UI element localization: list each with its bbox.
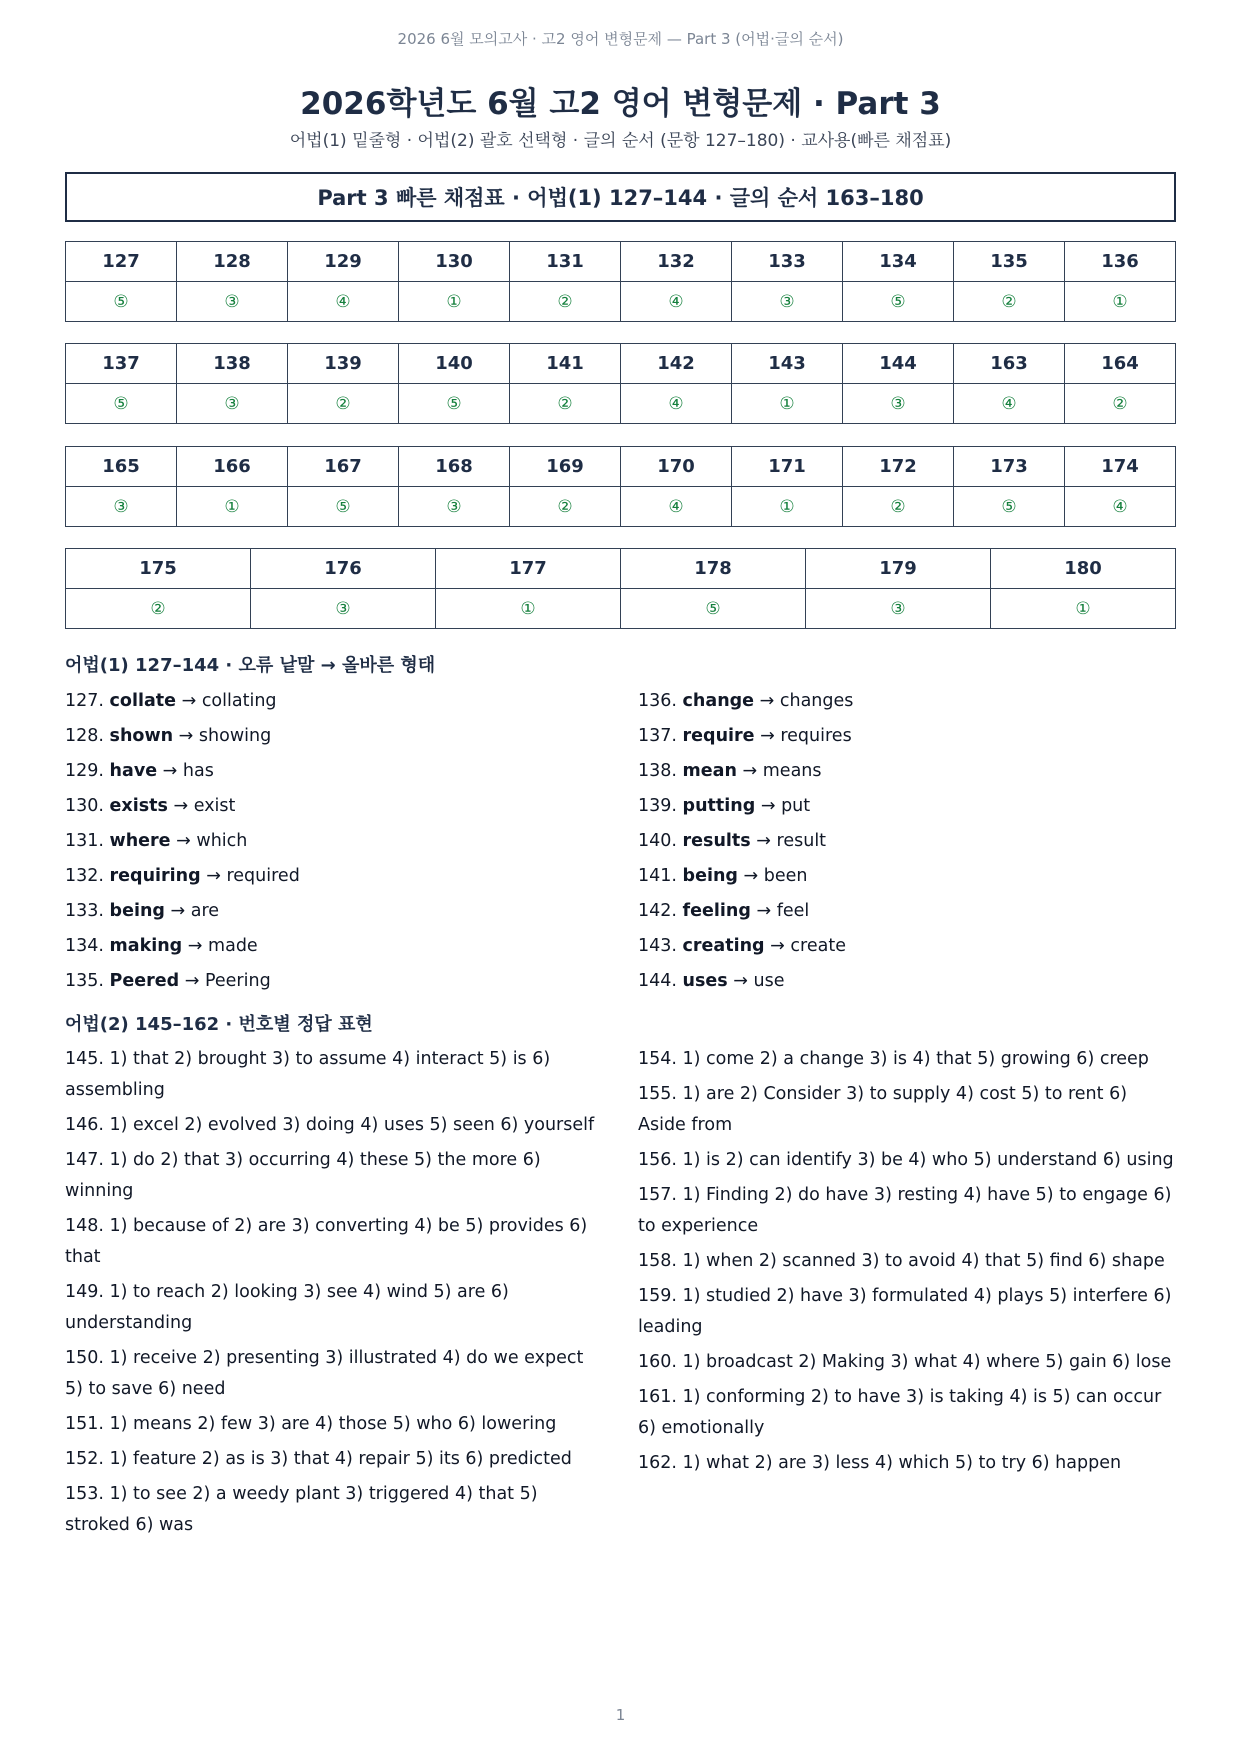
question-number-cell: 167 bbox=[288, 447, 399, 487]
answer-cell: ① bbox=[399, 282, 510, 322]
correction-item bbox=[65, 931, 605, 962]
page-number: 1 bbox=[615, 1706, 626, 1724]
answer-cell: ③ bbox=[177, 384, 288, 424]
question-number-cell: 171 bbox=[732, 447, 843, 487]
question-number-row bbox=[66, 447, 1176, 487]
answer-cell: ③ bbox=[399, 487, 510, 527]
wrong-word: require bbox=[682, 726, 755, 746]
answer-cell: ① bbox=[732, 487, 843, 527]
answer-key-banner bbox=[65, 172, 1176, 222]
correction-item bbox=[65, 826, 605, 857]
arrow: → bbox=[743, 866, 759, 886]
answer-cell: ② bbox=[843, 487, 954, 527]
question-number-cell: 165 bbox=[66, 447, 177, 487]
question-number-cell: 139 bbox=[288, 344, 399, 384]
answer-cell: ① bbox=[436, 589, 621, 629]
answer-cell: ④ bbox=[1065, 487, 1176, 527]
correct-word: result bbox=[776, 831, 827, 851]
answer-expression-item: 146. 1) excel 2) evolved 3) doing 4) uses 5) seen 6) yourself bbox=[65, 1115, 595, 1135]
answer-cell: ① bbox=[1065, 282, 1176, 322]
grammar2-right-column bbox=[638, 1044, 1178, 1483]
answer-expression-item: 150. 1) receive 2) presenting 3) illustrated 4) do we expect 5) to save 6) need bbox=[65, 1348, 584, 1399]
wrong-word: feeling bbox=[682, 901, 751, 921]
question-number-row bbox=[66, 242, 1176, 282]
wrong-word: where bbox=[109, 831, 171, 851]
question-number-cell: 173 bbox=[954, 447, 1065, 487]
question-number-cell: 142 bbox=[621, 344, 732, 384]
answer-cell: ② bbox=[510, 487, 621, 527]
answer-cell: ① bbox=[991, 589, 1176, 629]
correct-word: required bbox=[226, 866, 300, 886]
question-number-cell: 166 bbox=[177, 447, 288, 487]
answer-expression-item: 159. 1) studied 2) have 3) formulated 4) plays 5) interfere 6) leading bbox=[638, 1286, 1172, 1337]
correction-item bbox=[65, 896, 605, 927]
correction-item bbox=[638, 826, 1178, 857]
arrow: → bbox=[176, 831, 191, 851]
correction-item bbox=[65, 686, 605, 717]
question-number-cell: 176 bbox=[251, 549, 436, 589]
answer-key-table-2 bbox=[65, 343, 1176, 424]
answer-expression-item: 157. 1) Finding 2) do have 3) resting 4) have 5) to engage 6) to experience bbox=[638, 1185, 1172, 1236]
answer-key-table-4 bbox=[65, 548, 1176, 629]
correction-item bbox=[65, 791, 605, 822]
grammar1-right-column bbox=[638, 686, 1178, 1001]
correction-item bbox=[638, 791, 1178, 822]
answer-expression-item: 162. 1) what 2) are 3) less 4) which 5) to try 6) happen bbox=[638, 1453, 1122, 1473]
answer-cell: ① bbox=[177, 487, 288, 527]
answer-expression-item: 145. 1) that 2) brought 3) to assume 4) interact 5) is 6) assembling bbox=[65, 1049, 551, 1100]
answer-cell: ② bbox=[510, 282, 621, 322]
correction-item bbox=[638, 931, 1178, 962]
item-number: 144. bbox=[638, 971, 677, 991]
running-head: 2026 6월 모의고사 · 고2 영어 변형문제 — Part 3 (어법·글의 순서) bbox=[397, 30, 844, 48]
item-number: 142. bbox=[638, 901, 677, 921]
arrow: → bbox=[733, 971, 748, 991]
answer-cell: ④ bbox=[288, 282, 399, 322]
answer-cell: ④ bbox=[621, 282, 732, 322]
correction-item bbox=[65, 966, 605, 997]
grammar2-left-column bbox=[65, 1044, 605, 1545]
answer-cell: ⑤ bbox=[954, 487, 1065, 527]
correction-item bbox=[638, 966, 1178, 997]
question-number-cell: 131 bbox=[510, 242, 621, 282]
item-number: 133. bbox=[65, 901, 104, 921]
answer-expression-item: 160. 1) broadcast 2) Making 3) what 4) where 5) gain 6) lose bbox=[638, 1352, 1172, 1372]
correct-word: use bbox=[753, 971, 785, 991]
correction-item bbox=[638, 896, 1178, 927]
grammar1-left-column bbox=[65, 686, 605, 1001]
question-number-cell: 169 bbox=[510, 447, 621, 487]
correct-word: showing bbox=[198, 726, 272, 746]
answer-cell: ③ bbox=[66, 487, 177, 527]
wrong-word: change bbox=[682, 691, 755, 711]
item-number: 143. bbox=[638, 936, 677, 956]
item-number: 132. bbox=[65, 866, 104, 886]
answer-expression-item: 158. 1) when 2) scanned 3) to avoid 4) that 5) find 6) shape bbox=[638, 1251, 1165, 1271]
question-number-cell: 141 bbox=[510, 344, 621, 384]
correct-word: means bbox=[762, 761, 822, 781]
answer-expression-item: 149. 1) to reach 2) looking 3) see 4) wind 5) are 6) understanding bbox=[65, 1282, 509, 1333]
correct-word: has bbox=[182, 761, 214, 781]
item-number: 127. bbox=[65, 691, 104, 711]
answer-key-table-1 bbox=[65, 241, 1176, 322]
answer-row bbox=[66, 589, 1176, 629]
wrong-word: mean bbox=[682, 761, 737, 781]
answer-expression-item: 153. 1) to see 2) a weedy plant 3) triggered 4) that 5) stroked 6) was bbox=[65, 1484, 538, 1535]
arrow: → bbox=[756, 901, 772, 921]
answer-key-table-3 bbox=[65, 446, 1176, 527]
correct-word: feel bbox=[776, 901, 810, 921]
item-number: 137. bbox=[638, 726, 677, 746]
question-number-cell: 178 bbox=[621, 549, 806, 589]
answer-cell: ② bbox=[510, 384, 621, 424]
answer-cell: ③ bbox=[177, 282, 288, 322]
answer-expression-item: 154. 1) come 2) a change 3) is 4) that 5) growing 6) creep bbox=[638, 1049, 1149, 1069]
correct-word: put bbox=[781, 796, 811, 816]
answer-expression-item: 161. 1) conforming 2) to have 3) is taking 4) is 5) can occur 6) emotionally bbox=[638, 1387, 1162, 1438]
answer-expression-item: 151. 1) means 2) few 3) are 4) those 5) who 6) lowering bbox=[65, 1414, 557, 1434]
item-number: 134. bbox=[65, 936, 104, 956]
arrow: → bbox=[760, 796, 776, 816]
arrow: → bbox=[760, 726, 775, 746]
wrong-word: results bbox=[682, 831, 751, 851]
item-number: 130. bbox=[65, 796, 104, 816]
correct-word: made bbox=[208, 936, 258, 956]
correction-item bbox=[638, 721, 1178, 752]
question-number-cell: 134 bbox=[843, 242, 954, 282]
arrow: → bbox=[759, 691, 775, 711]
arrow: → bbox=[756, 831, 771, 851]
answer-cell: ③ bbox=[251, 589, 436, 629]
question-number-cell: 144 bbox=[843, 344, 954, 384]
wrong-word: putting bbox=[682, 796, 756, 816]
item-number: 139. bbox=[638, 796, 677, 816]
wrong-word: creating bbox=[682, 936, 765, 956]
correct-word: Peering bbox=[204, 971, 271, 991]
arrow: → bbox=[770, 936, 785, 956]
item-number: 131. bbox=[65, 831, 104, 851]
question-number-cell: 130 bbox=[399, 242, 510, 282]
wrong-word: requiring bbox=[109, 866, 201, 886]
answer-row bbox=[66, 282, 1176, 322]
grammar1-heading: 어법(1) 127–144 · 오류 낱말 → 올바른 형태 bbox=[65, 655, 436, 676]
answer-expression-item: 156. 1) is 2) can identify 3) be 4) who 5) understand 6) using bbox=[638, 1150, 1174, 1170]
question-number-cell: 135 bbox=[954, 242, 1065, 282]
wrong-word: have bbox=[109, 761, 158, 781]
question-number-cell: 138 bbox=[177, 344, 288, 384]
item-number: 140. bbox=[638, 831, 677, 851]
answer-cell: ④ bbox=[621, 384, 732, 424]
page-title: 2026학년도 6월 고2 영어 변형문제 · Part 3 bbox=[300, 86, 941, 122]
arrow: → bbox=[206, 866, 221, 886]
correction-item bbox=[638, 686, 1178, 717]
item-number: 128. bbox=[65, 726, 104, 746]
item-number: 141. bbox=[638, 866, 677, 886]
question-number-cell: 172 bbox=[843, 447, 954, 487]
answer-cell: ② bbox=[1065, 384, 1176, 424]
question-number-cell: 177 bbox=[436, 549, 621, 589]
answer-key-banner-label: Part 3 빠른 채점표 · 어법(1) 127–144 · 글의 순서 163–180 bbox=[317, 186, 924, 210]
item-number: 136. bbox=[638, 691, 677, 711]
question-number-cell: 128 bbox=[177, 242, 288, 282]
answer-cell: ② bbox=[954, 282, 1065, 322]
answer-cell: ③ bbox=[732, 282, 843, 322]
arrow: → bbox=[178, 726, 194, 746]
question-number-cell: 175 bbox=[66, 549, 251, 589]
answer-expression-item: 148. 1) because of 2) are 3) converting 4) be 5) provides 6) that bbox=[65, 1216, 588, 1267]
answer-expression-item: 147. 1) do 2) that 3) occurring 4) these 5) the more 6) winning bbox=[65, 1150, 541, 1201]
answer-row bbox=[66, 487, 1176, 527]
answer-cell: ⑤ bbox=[66, 282, 177, 322]
answer-cell: ① bbox=[732, 384, 843, 424]
answer-cell: ⑤ bbox=[399, 384, 510, 424]
question-number-cell: 129 bbox=[288, 242, 399, 282]
arrow: → bbox=[173, 796, 189, 816]
correction-item bbox=[638, 861, 1178, 892]
correction-item bbox=[65, 756, 605, 787]
question-number-cell: 168 bbox=[399, 447, 510, 487]
correct-word: exist bbox=[193, 796, 236, 816]
question-number-cell: 140 bbox=[399, 344, 510, 384]
question-number-cell: 137 bbox=[66, 344, 177, 384]
answer-cell: ⑤ bbox=[843, 282, 954, 322]
correct-word: been bbox=[763, 866, 808, 886]
answer-cell: ② bbox=[288, 384, 399, 424]
answer-cell: ⑤ bbox=[621, 589, 806, 629]
question-number-cell: 132 bbox=[621, 242, 732, 282]
correction-item bbox=[65, 721, 605, 752]
correct-word: collating bbox=[201, 691, 277, 711]
correct-word: which bbox=[196, 831, 248, 851]
arrow: → bbox=[170, 901, 186, 921]
question-number-cell: 170 bbox=[621, 447, 732, 487]
answer-cell: ⑤ bbox=[66, 384, 177, 424]
wrong-word: collate bbox=[109, 691, 176, 711]
answer-cell: ③ bbox=[843, 384, 954, 424]
correct-word: requires bbox=[780, 726, 852, 746]
arrow: → bbox=[162, 761, 178, 781]
answer-cell: ④ bbox=[954, 384, 1065, 424]
correction-item bbox=[638, 756, 1178, 787]
question-number-cell: 136 bbox=[1065, 242, 1176, 282]
answer-cell: ③ bbox=[806, 589, 991, 629]
correct-word: changes bbox=[779, 691, 854, 711]
question-number-cell: 179 bbox=[806, 549, 991, 589]
item-number: 129. bbox=[65, 761, 104, 781]
arrow: → bbox=[742, 761, 758, 781]
question-number-cell: 164 bbox=[1065, 344, 1176, 384]
wrong-word: being bbox=[682, 866, 738, 886]
question-number-cell: 180 bbox=[991, 549, 1176, 589]
wrong-word: Peered bbox=[109, 971, 180, 991]
answer-expression-item: 155. 1) are 2) Consider 3) to supply 4) cost 5) to rent 6) Aside from bbox=[638, 1084, 1128, 1135]
wrong-word: being bbox=[109, 901, 165, 921]
question-number-cell: 143 bbox=[732, 344, 843, 384]
item-number: 138. bbox=[638, 761, 677, 781]
correction-item bbox=[65, 861, 605, 892]
question-number-row bbox=[66, 549, 1176, 589]
item-number: 135. bbox=[65, 971, 104, 991]
question-number-cell: 133 bbox=[732, 242, 843, 282]
wrong-word: uses bbox=[682, 971, 728, 991]
answer-cell: ④ bbox=[621, 487, 732, 527]
wrong-word: shown bbox=[109, 726, 174, 746]
answer-row bbox=[66, 384, 1176, 424]
answer-expression-item: 152. 1) feature 2) as is 3) that 4) repair 5) its 6) predicted bbox=[65, 1449, 572, 1469]
wrong-word: making bbox=[109, 936, 183, 956]
answer-cell: ② bbox=[66, 589, 251, 629]
arrow: → bbox=[184, 971, 200, 991]
wrong-word: exists bbox=[109, 796, 168, 816]
correct-word: create bbox=[790, 936, 846, 956]
grammar2-heading: 어법(2) 145–162 · 번호별 정답 표현 bbox=[65, 1014, 373, 1035]
answer-cell: ⑤ bbox=[288, 487, 399, 527]
question-number-row bbox=[66, 344, 1176, 384]
arrow: → bbox=[187, 936, 203, 956]
page-subtitle: 어법(1) 밑줄형 · 어법(2) 괄호 선택형 · 글의 순서 (문항 127–180) · 교사용(빠른 채점표) bbox=[289, 131, 952, 151]
question-number-cell: 163 bbox=[954, 344, 1065, 384]
correct-word: are bbox=[190, 901, 220, 921]
arrow: → bbox=[181, 691, 197, 711]
question-number-cell: 127 bbox=[66, 242, 177, 282]
question-number-cell: 174 bbox=[1065, 447, 1176, 487]
